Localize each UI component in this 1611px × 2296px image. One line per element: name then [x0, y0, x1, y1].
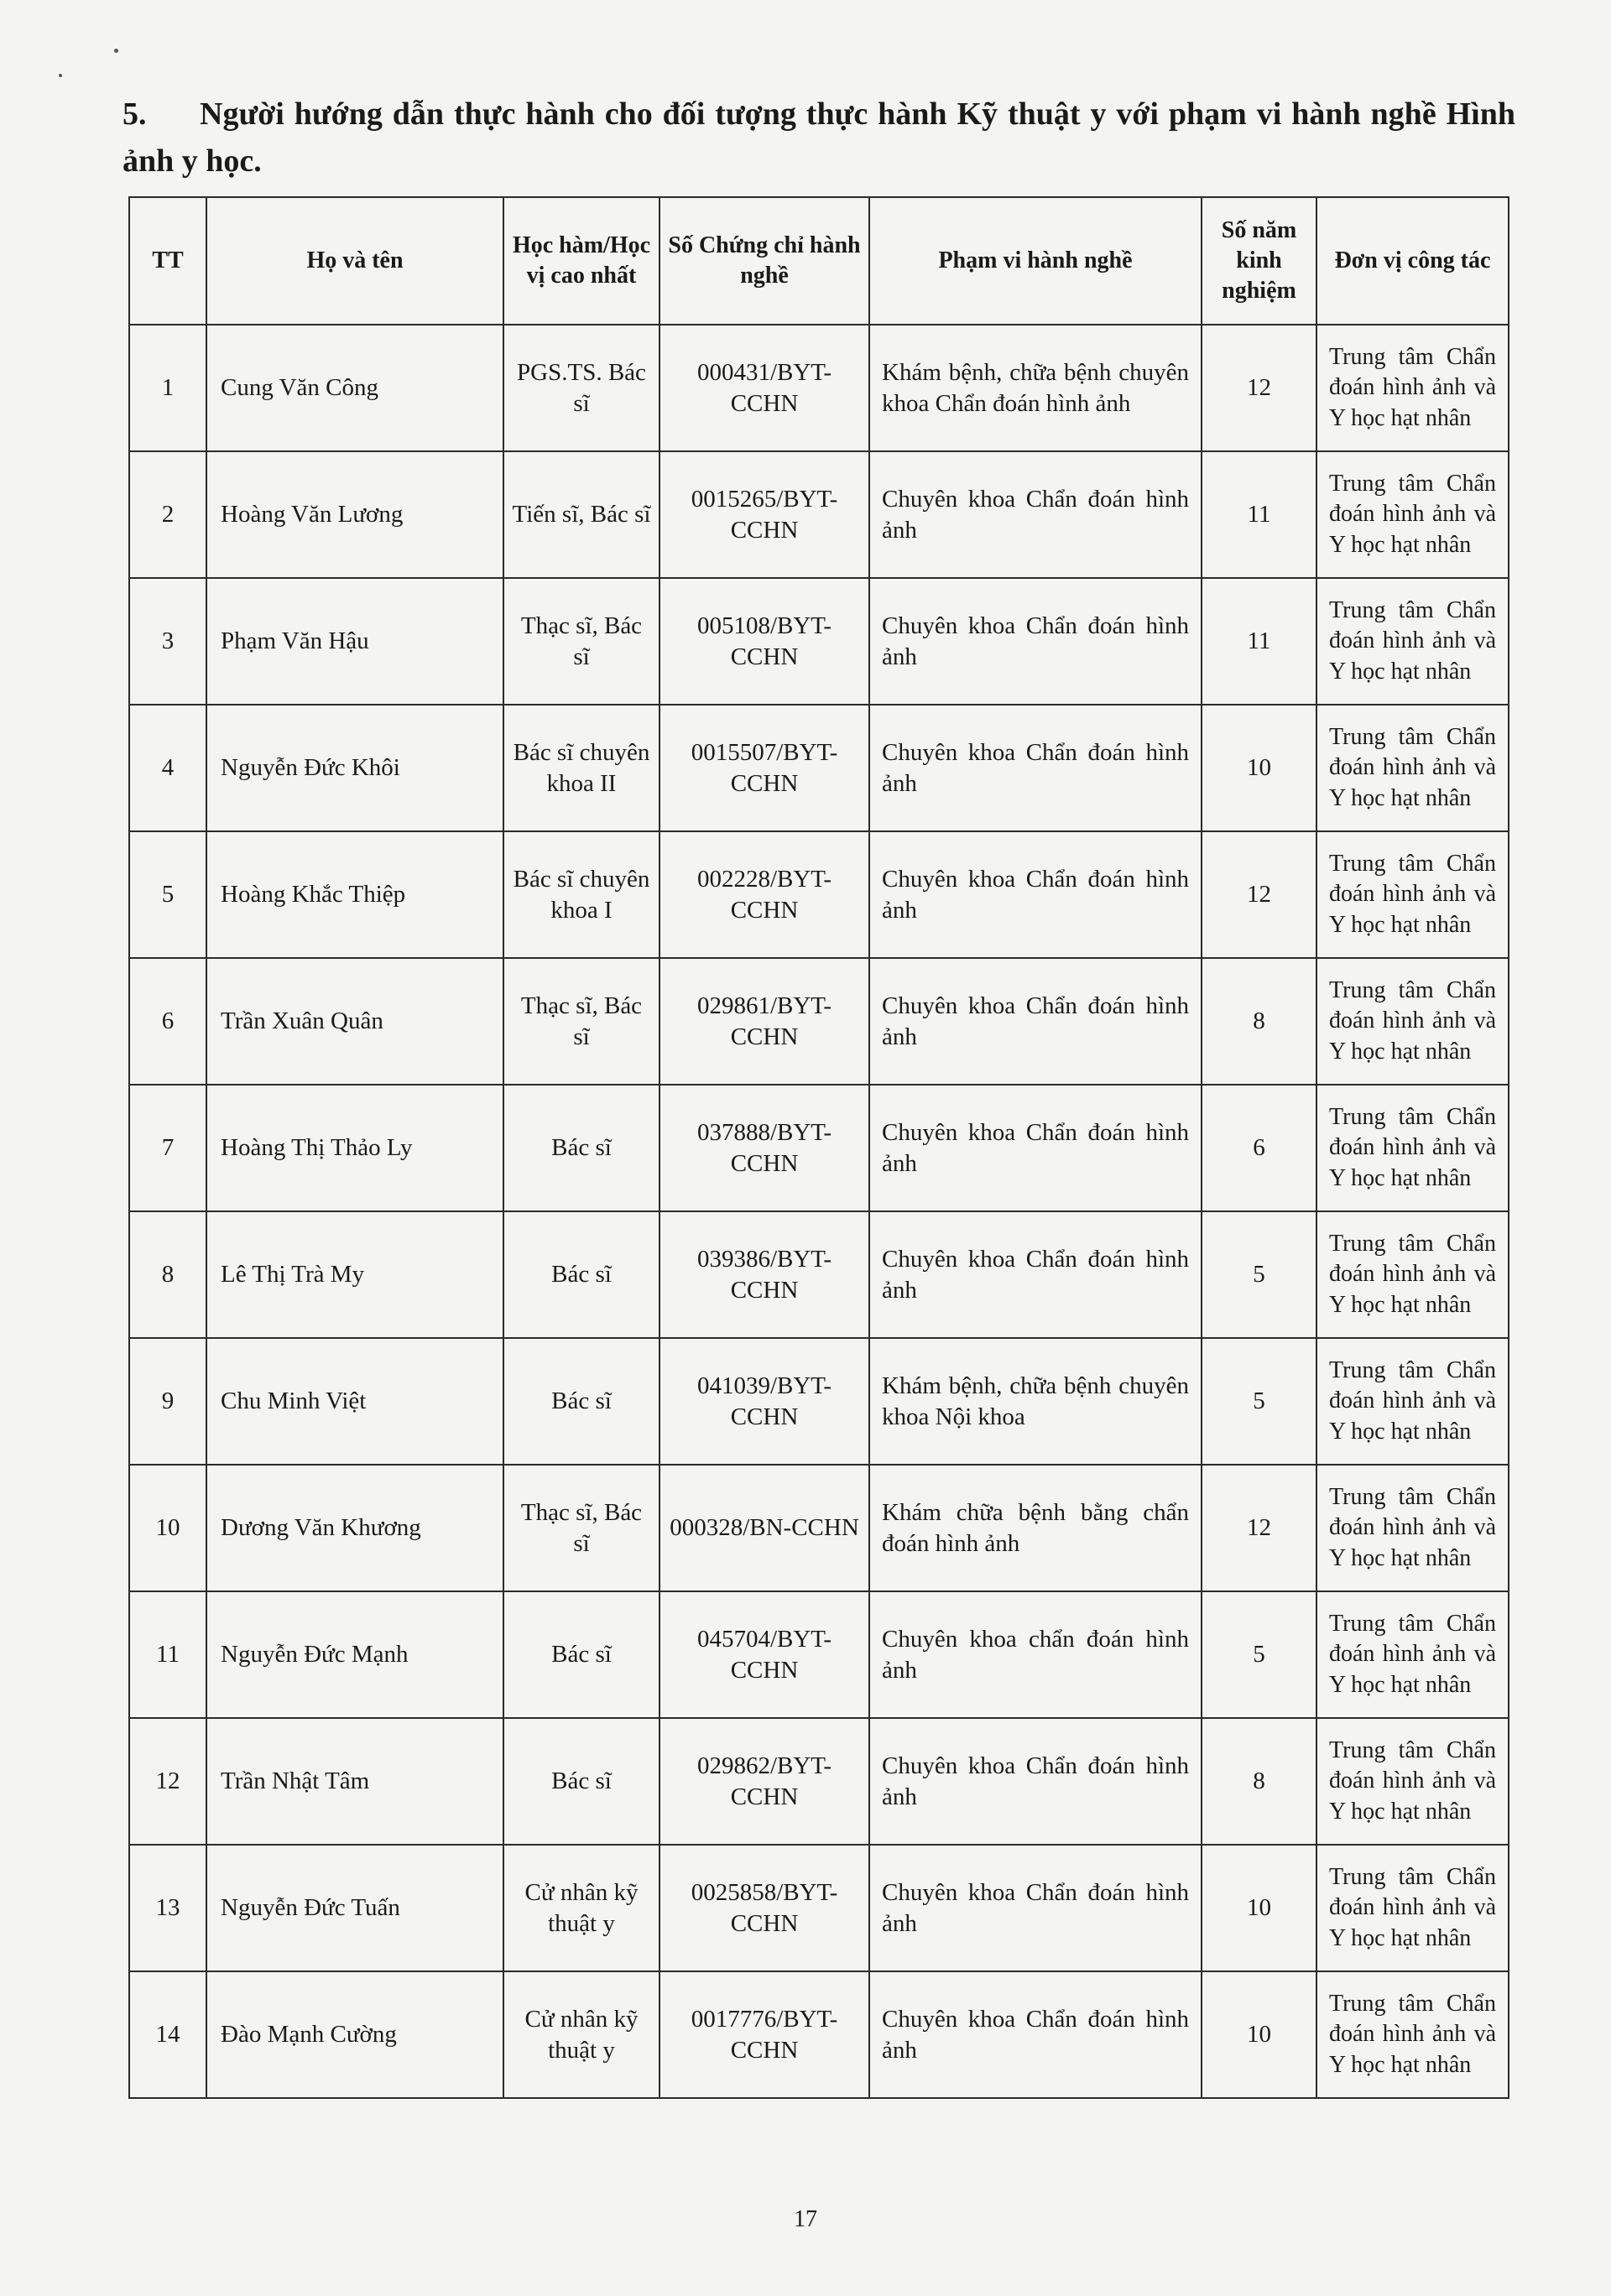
- header-scope: Phạm vi hành nghề: [869, 197, 1202, 325]
- work-unit: Trung tâm Chẩn đoán hình ảnh và Y học hạt nhân: [1316, 1465, 1509, 1591]
- person-name: Phạm Văn Hậu: [206, 578, 503, 705]
- practice-scope: Chuyên khoa Chẩn đoán hình ảnh: [869, 1845, 1202, 1971]
- academic-degree: Thạc sĩ, Bác sĩ: [503, 1465, 660, 1591]
- certificate-number: 005108/BYT-CCHN: [660, 578, 869, 705]
- certificate-number: 000431/BYT-CCHN: [660, 325, 869, 451]
- academic-degree: Cử nhân kỹ thuật y: [503, 1845, 660, 1971]
- table-row: [129, 1465, 1509, 1591]
- scan-speck: [114, 49, 118, 53]
- academic-degree: Thạc sĩ, Bác sĩ: [503, 958, 660, 1085]
- work-unit: Trung tâm Chẩn đoán hình ảnh và Y học hạt nhân: [1316, 831, 1509, 958]
- table-row: [129, 1085, 1509, 1211]
- person-name: Nguyễn Đức Khôi: [206, 705, 503, 831]
- row-number: 8: [129, 1211, 206, 1338]
- years-experience: 8: [1202, 1718, 1316, 1845]
- header-unit: Đơn vị công tác: [1316, 197, 1509, 325]
- table-row: [129, 1845, 1509, 1971]
- row-number: 7: [129, 1085, 206, 1211]
- years-experience: 11: [1202, 451, 1316, 578]
- table-row: [129, 578, 1509, 705]
- work-unit: Trung tâm Chẩn đoán hình ảnh và Y học hạt nhân: [1316, 1211, 1509, 1338]
- certificate-number: 039386/BYT-CCHN: [660, 1211, 869, 1338]
- practice-scope: Chuyên khoa Chẩn đoán hình ảnh: [869, 958, 1202, 1085]
- work-unit: Trung tâm Chẩn đoán hình ảnh và Y học hạt nhân: [1316, 578, 1509, 705]
- practice-scope: Khám bệnh, chữa bệnh chuyên khoa Chẩn đoán hình ảnh: [869, 325, 1202, 451]
- section-number: 5.: [123, 96, 147, 132]
- table-row: [129, 831, 1509, 958]
- work-unit: Trung tâm Chẩn đoán hình ảnh và Y học hạt nhân: [1316, 451, 1509, 578]
- table-row: [129, 1718, 1509, 1845]
- years-experience: 5: [1202, 1591, 1316, 1718]
- work-unit: Trung tâm Chẩn đoán hình ảnh và Y học hạt nhân: [1316, 1718, 1509, 1845]
- practice-scope: Chuyên khoa Chẩn đoán hình ảnh: [869, 1085, 1202, 1211]
- practice-scope: Chuyên khoa Chẩn đoán hình ảnh: [869, 578, 1202, 705]
- instructor-table: [128, 196, 1509, 2099]
- years-experience: 5: [1202, 1338, 1316, 1465]
- academic-degree: Bác sĩ: [503, 1591, 660, 1718]
- certificate-number: 041039/BYT-CCHN: [660, 1338, 869, 1465]
- person-name: Trần Xuân Quân: [206, 958, 503, 1085]
- academic-degree: Bác sĩ chuyên khoa I: [503, 831, 660, 958]
- person-name: Hoàng Khắc Thiệp: [206, 831, 503, 958]
- work-unit: Trung tâm Chẩn đoán hình ảnh và Y học hạt nhân: [1316, 325, 1509, 451]
- academic-degree: Bác sĩ: [503, 1211, 660, 1338]
- header-years: Số năm kinh nghiệm: [1202, 197, 1316, 325]
- table-row: [129, 1971, 1509, 2098]
- row-number: 11: [129, 1591, 206, 1718]
- practice-scope: Chuyên khoa Chẩn đoán hình ảnh: [869, 451, 1202, 578]
- row-number: 9: [129, 1338, 206, 1465]
- academic-degree: Cử nhân kỹ thuật y: [503, 1971, 660, 2098]
- page-number: 17: [794, 2206, 817, 2232]
- section-heading: [123, 91, 1515, 185]
- certificate-number: 0015265/BYT-CCHN: [660, 451, 869, 578]
- years-experience: 6: [1202, 1085, 1316, 1211]
- table-header: [129, 197, 1509, 325]
- academic-degree: Bác sĩ chuyên khoa II: [503, 705, 660, 831]
- practice-scope: Khám bệnh, chữa bệnh chuyên khoa Nội khoa: [869, 1338, 1202, 1465]
- practice-scope: Chuyên khoa Chẩn đoán hình ảnh: [869, 1971, 1202, 2098]
- work-unit: Trung tâm Chẩn đoán hình ảnh và Y học hạt nhân: [1316, 1338, 1509, 1465]
- header-cert: Số Chứng chỉ hành nghề: [660, 197, 869, 325]
- academic-degree: Bác sĩ: [503, 1338, 660, 1465]
- table-row: [129, 1591, 1509, 1718]
- row-number: 10: [129, 1465, 206, 1591]
- scan-speck: [59, 74, 62, 77]
- years-experience: 12: [1202, 325, 1316, 451]
- table-body: [129, 325, 1509, 2098]
- certificate-number: 0025858/BYT-CCHN: [660, 1845, 869, 1971]
- work-unit: Trung tâm Chẩn đoán hình ảnh và Y học hạt nhân: [1316, 705, 1509, 831]
- practice-scope: Chuyên khoa chẩn đoán hình ảnh: [869, 1591, 1202, 1718]
- work-unit: Trung tâm Chẩn đoán hình ảnh và Y học hạt nhân: [1316, 958, 1509, 1085]
- row-number: 12: [129, 1718, 206, 1845]
- academic-degree: Tiến sĩ, Bác sĩ: [503, 451, 660, 578]
- person-name: Dương Văn Khương: [206, 1465, 503, 1591]
- header-row: [129, 197, 1509, 325]
- person-name: Hoàng Văn Lương: [206, 451, 503, 578]
- row-number: 13: [129, 1845, 206, 1971]
- person-name: Nguyễn Đức Mạnh: [206, 1591, 503, 1718]
- table-row: [129, 705, 1509, 831]
- header-degree: Học hàm/Học vị cao nhất: [503, 197, 660, 325]
- row-number: 5: [129, 831, 206, 958]
- person-name: Hoàng Thị Thảo Ly: [206, 1085, 503, 1211]
- person-name: Cung Văn Công: [206, 325, 503, 451]
- header-name: Họ và tên: [206, 197, 503, 325]
- row-number: 4: [129, 705, 206, 831]
- person-name: Lê Thị Trà My: [206, 1211, 503, 1338]
- years-experience: 10: [1202, 705, 1316, 831]
- section-title: Người hướng dẫn thực hành cho đối tượng thực hành Kỹ thuật y với phạm vi hành nghề Hình ảnh y học.: [123, 96, 1515, 179]
- years-experience: 12: [1202, 831, 1316, 958]
- years-experience: 8: [1202, 958, 1316, 1085]
- certificate-number: 0017776/BYT-CCHN: [660, 1971, 869, 2098]
- row-number: 3: [129, 578, 206, 705]
- practice-scope: Chuyên khoa Chẩn đoán hình ảnh: [869, 1211, 1202, 1338]
- years-experience: 5: [1202, 1211, 1316, 1338]
- practice-scope: Khám chữa bệnh bằng chẩn đoán hình ảnh: [869, 1465, 1202, 1591]
- practice-scope: Chuyên khoa Chẩn đoán hình ảnh: [869, 831, 1202, 958]
- years-experience: 11: [1202, 578, 1316, 705]
- table-row: [129, 958, 1509, 1085]
- practice-scope: Chuyên khoa Chẩn đoán hình ảnh: [869, 705, 1202, 831]
- academic-degree: Thạc sĩ, Bác sĩ: [503, 578, 660, 705]
- certificate-number: 037888/BYT-CCHN: [660, 1085, 869, 1211]
- table-row: [129, 1338, 1509, 1465]
- work-unit: Trung tâm Chẩn đoán hình ảnh và Y học hạt nhân: [1316, 1591, 1509, 1718]
- work-unit: Trung tâm Chẩn đoán hình ảnh và Y học hạt nhân: [1316, 1085, 1509, 1211]
- certificate-number: 029862/BYT-CCHN: [660, 1718, 869, 1845]
- certificate-number: 045704/BYT-CCHN: [660, 1591, 869, 1718]
- row-number: 2: [129, 451, 206, 578]
- academic-degree: Bác sĩ: [503, 1718, 660, 1845]
- certificate-number: 002228/BYT-CCHN: [660, 831, 869, 958]
- header-tt: TT: [129, 197, 206, 325]
- years-experience: 10: [1202, 1971, 1316, 2098]
- work-unit: Trung tâm Chẩn đoán hình ảnh và Y học hạt nhân: [1316, 1971, 1509, 2098]
- row-number: 6: [129, 958, 206, 1085]
- person-name: Đào Mạnh Cường: [206, 1971, 503, 2098]
- certificate-number: 0015507/BYT-CCHN: [660, 705, 869, 831]
- table-row: [129, 325, 1509, 451]
- practice-scope: Chuyên khoa Chẩn đoán hình ảnh: [869, 1718, 1202, 1845]
- person-name: Nguyễn Đức Tuấn: [206, 1845, 503, 1971]
- person-name: Chu Minh Việt: [206, 1338, 503, 1465]
- person-name: Trần Nhật Tâm: [206, 1718, 503, 1845]
- table-row: [129, 1211, 1509, 1338]
- academic-degree: PGS.TS. Bác sĩ: [503, 325, 660, 451]
- row-number: 1: [129, 325, 206, 451]
- years-experience: 10: [1202, 1845, 1316, 1971]
- table-row: [129, 451, 1509, 578]
- academic-degree: Bác sĩ: [503, 1085, 660, 1211]
- years-experience: 12: [1202, 1465, 1316, 1591]
- work-unit: Trung tâm Chẩn đoán hình ảnh và Y học hạt nhân: [1316, 1845, 1509, 1971]
- certificate-number: 029861/BYT-CCHN: [660, 958, 869, 1085]
- certificate-number: 000328/BN-CCHN: [660, 1465, 869, 1591]
- row-number: 14: [129, 1971, 206, 2098]
